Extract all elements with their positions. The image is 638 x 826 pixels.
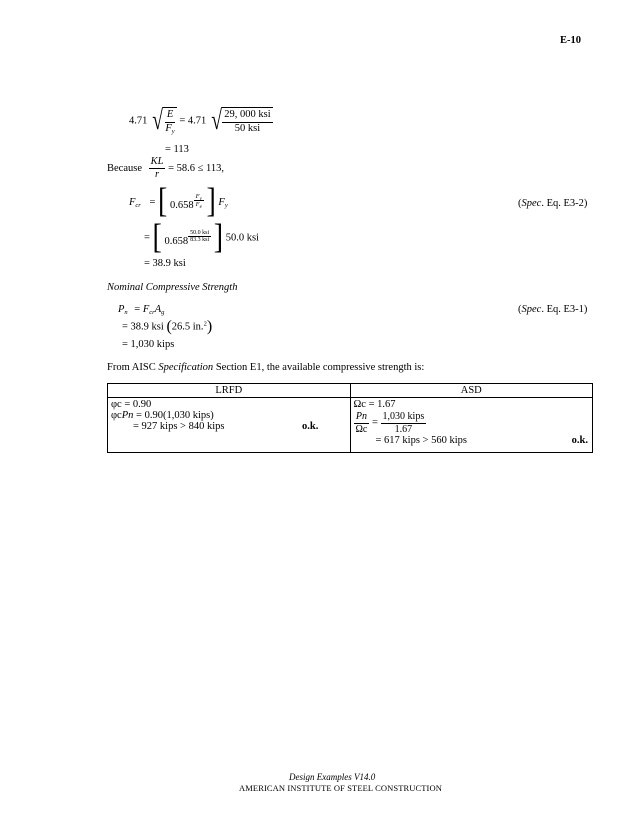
because-word: Because <box>107 163 142 175</box>
fcr-times-fy: $F_y$ <box>218 196 228 209</box>
right-bracket-2: ] <box>213 218 224 257</box>
asd-header: ASD <box>350 384 593 398</box>
fcr-lhs: $F_{cr}$ <box>129 196 141 209</box>
lrfd-cell <box>108 398 351 453</box>
right-bracket: ] <box>206 182 216 221</box>
available-strength-intro: From AISC Specification Section E1, the available compressive strength is: <box>107 362 425 373</box>
fcr-base: 0.658 $\frac{F_y}{F_e}$ <box>169 193 202 211</box>
because-line <box>107 156 224 181</box>
kl-over-r: $\frac{KL}{r}$ <box>150 156 164 181</box>
fcr-line2-times: 50.0 ksi <box>225 232 259 244</box>
asd-cell <box>350 398 593 453</box>
denominator-value: 50 ksi <box>234 122 261 134</box>
lrfd-header: LRFD <box>108 384 351 398</box>
pn-result: = 1,030 kips <box>122 339 175 350</box>
fraction-values <box>222 109 272 134</box>
left-bracket-2: [ <box>152 218 162 257</box>
slenderness-limit-equation <box>129 107 273 135</box>
pn-equation: $P_n = F_{cr}A_g$ <box>118 304 165 316</box>
left-bracket: [ <box>158 182 168 221</box>
exponent-fy-fe: $\frac{F_y}{F_e}$ <box>195 193 202 211</box>
sqrt-values: √ $\frac{\text{29, 000 ksi}}{\text{50 ksi}}$ <box>211 105 271 136</box>
coefficient: 4.71 <box>129 115 148 127</box>
lrfd-ok: o.k. <box>302 421 319 432</box>
fcr-substitution <box>144 218 259 257</box>
footer-title: Design Examples V14.0 <box>289 772 376 782</box>
footer-org: AMERICAN INSTITUTE OF STEEL CONSTRUCTION <box>239 783 442 793</box>
fcr-result: = 38.9 ksi <box>144 258 186 269</box>
lrfd-result: = 927 kips > 840 kips o.k. <box>133 421 319 432</box>
spec-eq-e3-1: (Spec. Eq. E3-1) <box>518 304 588 315</box>
lrfd-phi: φc = 0.90 <box>111 399 152 410</box>
fcr-equals: = <box>149 196 156 208</box>
fcr-equation <box>129 182 228 221</box>
slenderness-limit-result: = 113 <box>165 144 189 155</box>
fraction-e-fy <box>163 109 176 134</box>
denominator-fy: $F_y$ <box>165 122 175 135</box>
sqrt-e-over-fy: √ $\frac{E}{F_y}$ <box>152 105 175 136</box>
asd-ok: o.k. <box>571 435 588 446</box>
equals-coefficient: = 4.71 <box>179 115 207 127</box>
asd-omega: Ωc = 1.67 <box>353 399 396 410</box>
fcr-line2-equals: = <box>144 232 150 244</box>
numerator-e: E <box>165 109 175 122</box>
pn-substitution: = 38.9 ksi (26.5 in.$^2$) <box>122 318 213 335</box>
numerator-value: 29, 000 ksi <box>222 109 272 122</box>
spec-eq-e3-2: (Spec. Eq. E3-2) <box>518 198 588 209</box>
fcr-line2-base: 0.658 $\frac{\text{50.0 ksi}}{\text{83.3 ksi}}$ <box>164 229 210 247</box>
page-number: E-10 <box>560 35 581 46</box>
exponent-values: $\frac{\text{50.0 ksi}}{\text{83.3 ksi}}$ <box>190 229 210 244</box>
available-strength-table <box>107 383 593 453</box>
lrfd-phi-pn: φcPn = 0.90(1,030 kips) <box>111 410 214 421</box>
because-rest: = 58.6 ≤ 113, <box>168 163 224 175</box>
section-heading: Nominal Compressive Strength <box>107 282 238 293</box>
asd-fraction-line: $\frac{Pn}{\Omega c}$ = $\frac{\text{1,030 kips}}{1.67}$ <box>355 411 425 435</box>
asd-result: = 617 kips > 560 kips o.k. <box>375 435 588 446</box>
